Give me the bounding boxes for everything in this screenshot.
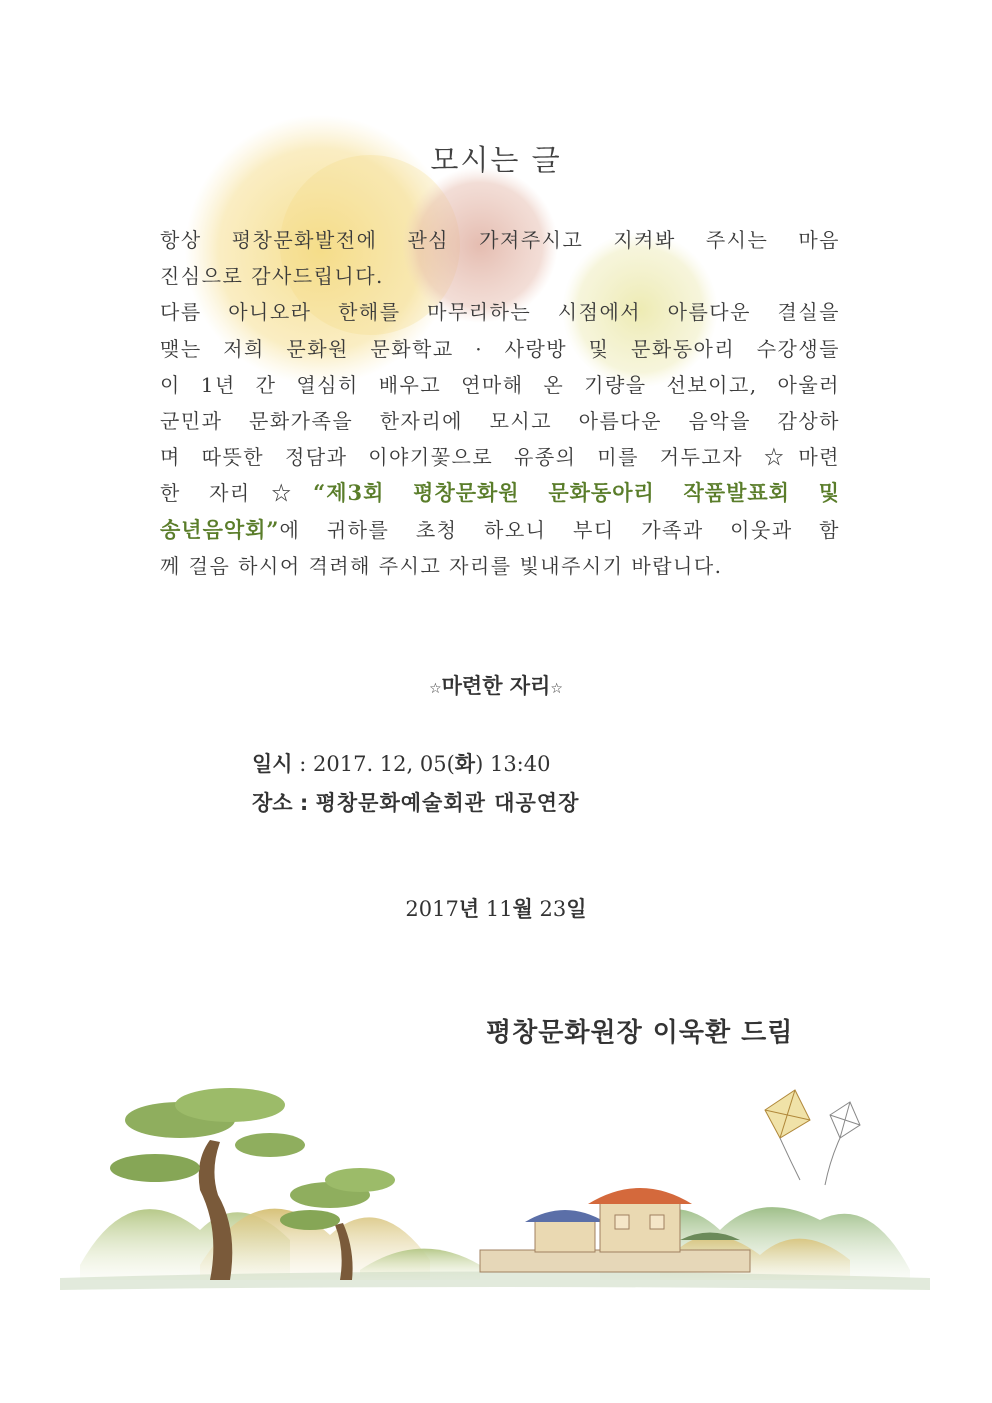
venue-label: 장소 (252, 791, 293, 815)
body-line-event (160, 475, 840, 511)
date-day-num: 23 (532, 897, 567, 921)
invitation-body (160, 222, 840, 584)
event-name-part1: “제3회 평창문화원 문화동아리 작품발표회 및 (313, 480, 840, 506)
body-line-event (160, 512, 840, 548)
star-icon: ☆ (429, 681, 442, 697)
body-line: 며 따뜻한 정담과 이야기꽃으로 유종의 미를 거두고자 ☆마련 (160, 445, 840, 470)
body-line: 께 걸음 하시어 격려해 주시고 자리를 빛내주시기 바랍니다. (160, 553, 723, 578)
date-year: 2017 (405, 897, 459, 921)
body-line: 진심으로 감사드립니다. (160, 264, 384, 289)
date-row (252, 745, 579, 784)
body-line: 다름 아니오라 한해를 마무리하는 시점에서 아름다운 결실을 (160, 300, 840, 325)
event-details (252, 745, 579, 823)
kite-icon (765, 1090, 810, 1180)
date-month: 11 (479, 897, 513, 921)
separator: : (292, 752, 314, 776)
written-date (0, 893, 992, 923)
body-line-suffix: 에 귀하를 초청 하오니 부디 가족과 이웃과 함 (279, 517, 840, 542)
section-heading-text: 마련한 자리 (441, 674, 551, 698)
body-line: 항상 평창문화발전에 관심 가져주시고 지켜봐 주시는 마음 (160, 228, 840, 252)
date-month-unit: 월 (512, 897, 533, 921)
date-label: 일시 (252, 752, 293, 776)
section-heading (0, 670, 992, 700)
venue-value: 평창문화예술회관 대공연장 (315, 791, 580, 815)
date-day: 화 (454, 752, 476, 776)
kite-icon (825, 1102, 860, 1185)
landscape-illustration (60, 1080, 930, 1300)
date-time: ) 13:40 (475, 752, 551, 776)
date-day-unit: 일 (566, 897, 587, 921)
date-value: 2017. 12, 05( (313, 752, 455, 776)
separator: : (292, 791, 316, 815)
star-icon: ☆ (550, 681, 563, 697)
body-line: 이 1년 간 열심히 배우고 연마해 온 기량을 선보이고, 아울러 (160, 372, 840, 397)
body-line: 맺는 저희 문화원 문화학교 · 사랑방 및 문화동아리 수강생들 (160, 336, 840, 361)
event-name-part2: 송년음악회” (160, 516, 280, 542)
body-line: 군민과 문화가족을 한자리에 모시고 아름다운 음악을 감상하 (160, 409, 840, 434)
body-line-prefix: 한 자리☆ (160, 481, 314, 506)
page-title: 모시는 글 (430, 143, 562, 177)
signature: 평창문화원장 이욱환 드림 (486, 1018, 794, 1048)
date-year-unit: 년 (458, 897, 480, 921)
venue-row (252, 784, 579, 823)
